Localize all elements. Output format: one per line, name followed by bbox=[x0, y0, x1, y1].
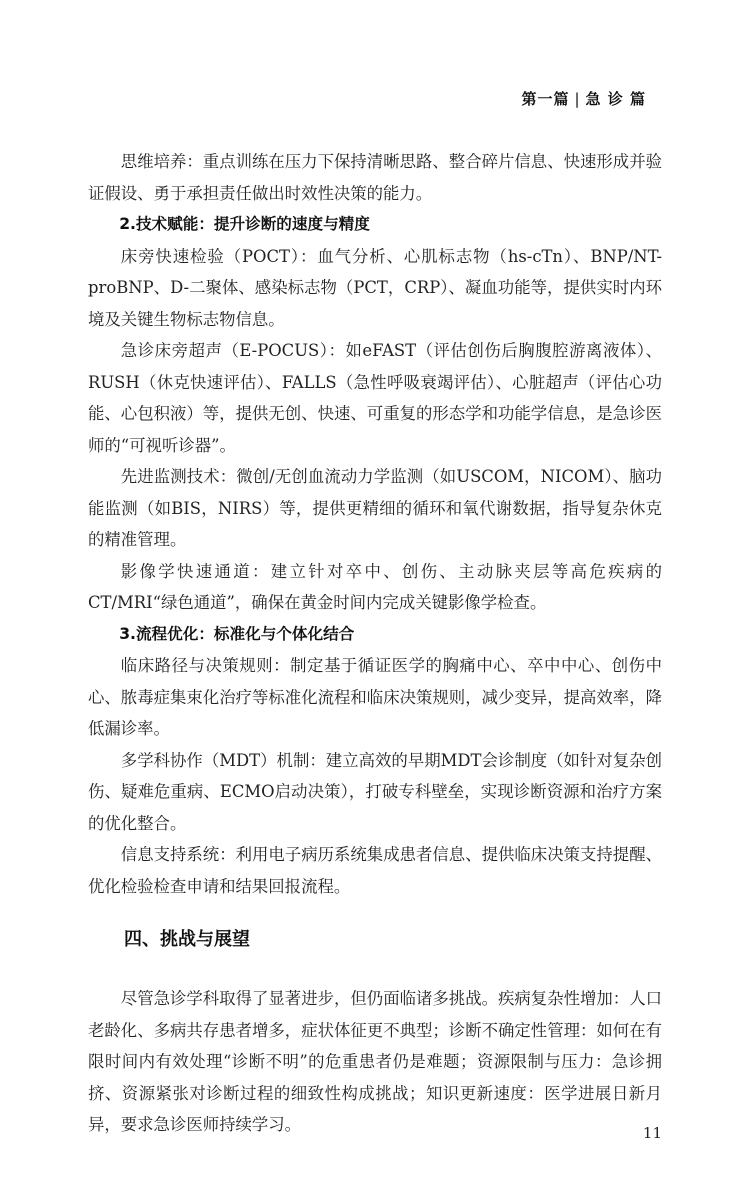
paragraph: 信息支持系统：利用电子病历系统集成患者信息、提供临床决策支持提醒、优化检验检查申请和结果回报流程。 bbox=[88, 845, 662, 896]
paragraph: 先进监测技术：微创/无创血流动力学监测（如USCOM，NICOM）、脑功能监测（如BIS，NIRS）等，提供更精细的循环和氧代谢数据，指导复杂休克的精准管理。 bbox=[88, 467, 662, 549]
paragraph: 尽管急诊学科取得了显著进步，但仍面临诸多挑战。疾病复杂性增加：人口老龄化、多病共存患者增多，症状体征更不典型；诊断不确定性管理：如何在有限时间内有效处理“诊断不明”的危重患者仍是难题；资源限制与压力：急诊拥挤、资源紧张对诊断过程的细致性构成挑战；知识更新速度：医学进展日新月异，要求急诊医师持续学习。 bbox=[88, 989, 662, 1134]
page-number: 11 bbox=[642, 1124, 662, 1142]
chapter-label: 急 诊 篇 bbox=[585, 90, 646, 108]
paragraph: 急诊床旁超声（E-POCUS）：如eFAST（评估创伤后胸腹腔游离液体）、RUSH（休克快速评估）、FALLS（急性呼吸衰竭评估）、心脏超声（评估心功能、心包积液）等，提供无创、快速、可重复的形态学和功能学信息，是急诊医师的“可视听诊器”。 bbox=[88, 341, 662, 455]
page-body bbox=[88, 146, 662, 1141]
section-heading: 2.技术赋能：提升诊断的速度与精度 bbox=[119, 215, 370, 233]
paragraph: 临床路径与决策规则：制定基于循证医学的胸痛中心、卒中中心、创伤中心、脓毒症集束化治疗等标准化流程和临床决策规则，减少变异，提高效率，降低漏诊率。 bbox=[88, 656, 662, 738]
paragraph: 床旁快速检验（POCT）：血气分析、心肌标志物（hs-cTn）、BNP/NT-proBNP、D-二聚体、感染标志物（PCT，CRP）、凝血功能等，提供实时内环境及关键生物标志物信息。 bbox=[88, 246, 662, 329]
paragraph: 多学科协作（MDT）机制：建立高效的早期MDT会诊制度（如针对复杂创伤、疑难危重病、ECMO启动决策），打破专科壁垒，实现诊断资源和治疗方案的优化整合。 bbox=[88, 750, 662, 833]
paragraph: 影像学快速通道：建立针对卒中、创伤、主动脉夹层等高危疾病的CT/MRI“绿色通道”，确保在黄金时间内完成关键影像学检查。 bbox=[88, 561, 662, 612]
running-header bbox=[521, 88, 646, 109]
paragraph: 思维培养：重点训练在压力下保持清晰思路、整合碎片信息、快速形成并验证假设、勇于承担责任做出时效性决策的能力。 bbox=[88, 152, 662, 203]
chapter-section-title: 四、挑战与展望 bbox=[124, 929, 250, 950]
part-label: 第一篇 bbox=[521, 90, 570, 108]
section-heading: 3.流程优化：标准化与个体化结合 bbox=[119, 624, 355, 643]
header-separator: | bbox=[574, 90, 581, 108]
